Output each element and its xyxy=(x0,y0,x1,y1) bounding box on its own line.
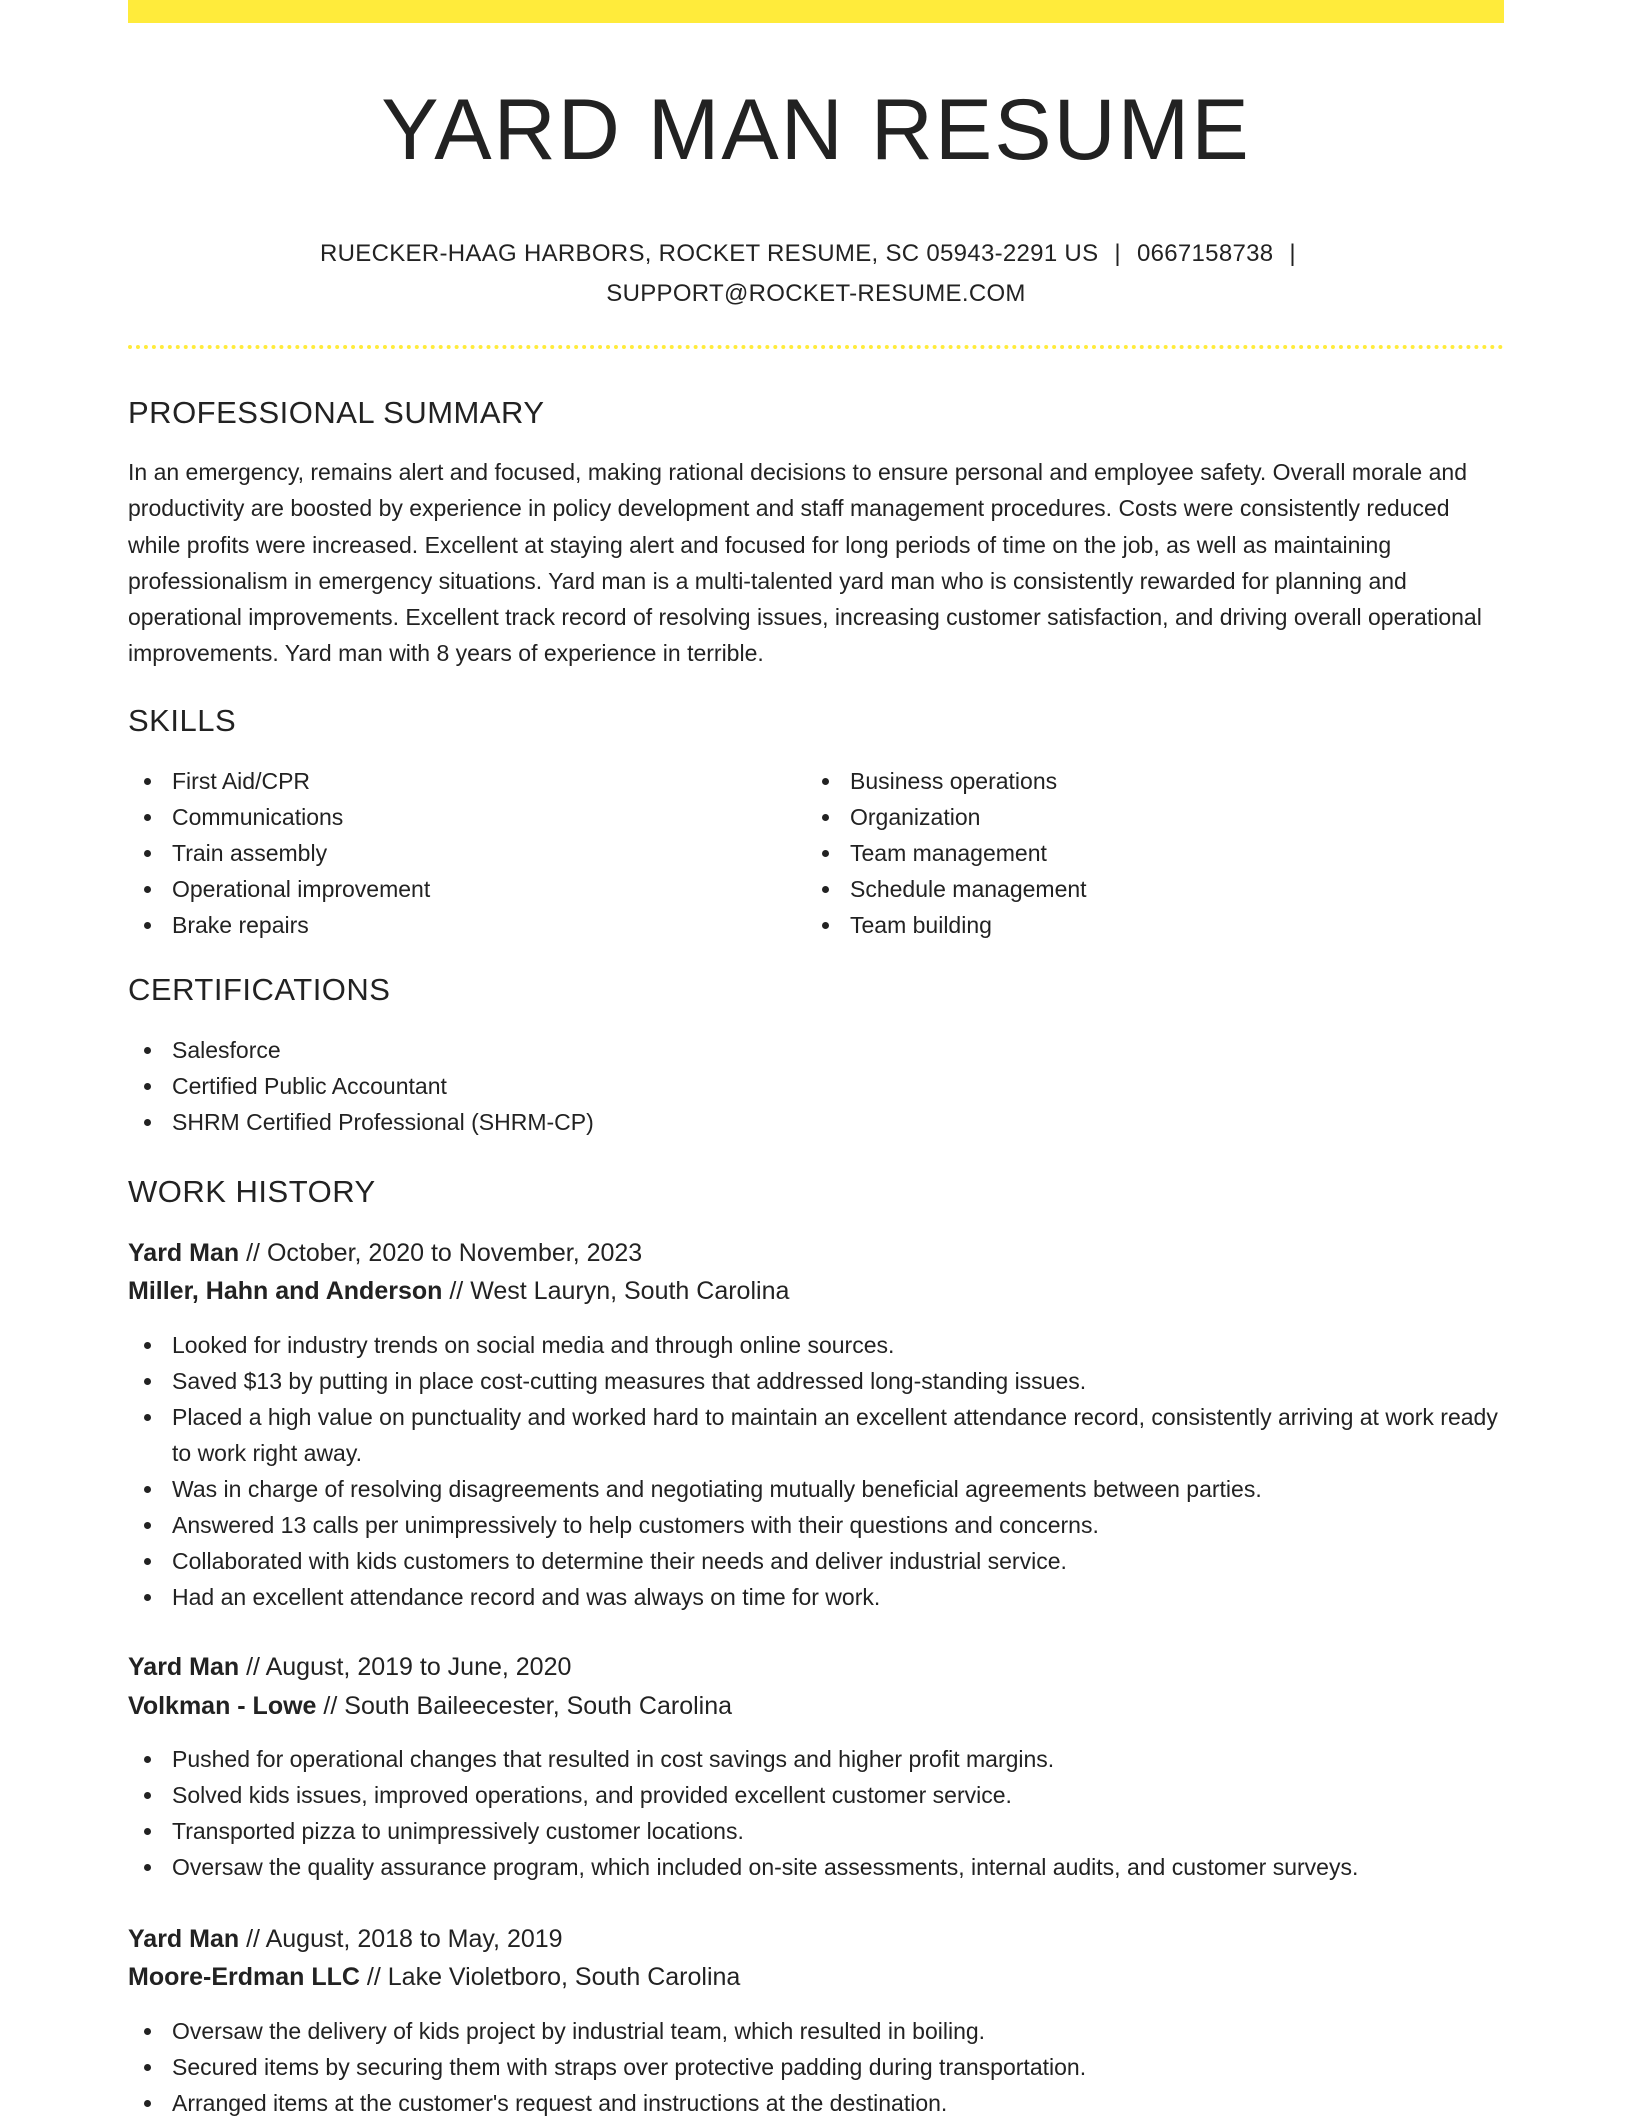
job-location: South Baileecester, South Carolina xyxy=(344,1692,733,1720)
summary-text: In an emergency, remains alert and focused, making rational decisions to ensure personal and employee safety. Overall morale and productivity are boosted by experience in policy development and staff management procedures. Costs were consistently reduced while profits were increased. Excellent at staying alert and focused for long periods of time on the job, as well as maintaining professionalism in emergency situations. Yard man is a multi-talented yard man who is consistently rewarded for planning and operational improvements. Excellent track record of resolving issues, increasing customer satisfaction, and driving overall operational improvements. Yard man with 8 years of experience in terrible. xyxy=(128,459,1482,667)
list-item: Transported pizza to unimpressively customer locations. xyxy=(128,1813,1504,1849)
job-company-line xyxy=(128,1958,740,1996)
job-company-line xyxy=(128,1272,789,1310)
list-item: Collaborated with kids customers to determine their needs and deliver industrial service. xyxy=(128,1543,1504,1579)
list-item: Was in charge of resolving disagreements and negotiating mutually beneficial agreements between parties. xyxy=(128,1471,1504,1507)
list-item: Business operations xyxy=(806,763,1504,799)
job-company: Miller, Hahn and Anderson xyxy=(128,1277,443,1305)
certifications-heading: CERTIFICATIONS xyxy=(128,972,391,1007)
page-title: YARD MAN RESUME xyxy=(381,82,1251,178)
job-separator: // xyxy=(323,1692,338,1720)
list-item: Looked for industry trends on social media and through online sources. xyxy=(128,1327,1504,1363)
list-item: Communications xyxy=(128,799,728,835)
job-separator: // xyxy=(246,1925,261,1953)
skills-list-right xyxy=(806,763,1504,943)
contact-phone[interactable]: 0667158738 xyxy=(1136,240,1274,267)
list-item: Operational improvement xyxy=(128,871,728,907)
summary-heading: PROFESSIONAL SUMMARY xyxy=(128,395,545,430)
accent-top-bar xyxy=(128,0,1504,23)
job-location: West Lauryn, South Carolina xyxy=(470,1277,790,1305)
header-divider xyxy=(128,345,1504,349)
list-item: Certified Public Accountant xyxy=(128,1068,1504,1104)
list-item: Oversaw the quality assurance program, which included on-site assessments, internal audits, and customer surveys. xyxy=(128,1849,1504,1885)
list-item: Oversaw the delivery of kids project by industrial team, which resulted in boiling. xyxy=(128,2013,1504,2049)
job-separator: // xyxy=(246,1239,261,1267)
list-item: Answered 13 calls per unimpressively to help customers with their questions and concerns. xyxy=(128,1507,1504,1543)
job-company-line xyxy=(128,1687,732,1725)
list-item: Salesforce xyxy=(128,1032,1504,1068)
job-bullets xyxy=(128,2013,1504,2121)
list-item: Had an excellent attendance record and was always on time for work. xyxy=(128,1579,1504,1615)
list-item: Schedule management xyxy=(806,871,1504,907)
job-bullets xyxy=(128,1327,1504,1615)
skills-list-left xyxy=(128,763,728,943)
list-item: Train assembly xyxy=(128,835,728,871)
certifications-list xyxy=(128,1032,1504,1140)
job-separator: // xyxy=(366,1963,381,1991)
list-item: Brake repairs xyxy=(128,907,728,943)
list-item: Organization xyxy=(806,799,1504,835)
job-title-line xyxy=(128,1648,571,1686)
job-company: Volkman - Lowe xyxy=(128,1692,317,1720)
job-title: Yard Man xyxy=(128,1925,240,1953)
list-item: Placed a high value on punctuality and worked hard to maintain an excellent attendance record, consistently arriving at work ready to work right away. xyxy=(128,1399,1504,1471)
job-title: Yard Man xyxy=(128,1239,240,1267)
work-history-heading: WORK HISTORY xyxy=(128,1174,376,1209)
skills-heading: SKILLS xyxy=(128,703,237,738)
job-separator: // xyxy=(449,1277,464,1305)
job-title-line xyxy=(128,1234,642,1272)
list-item: First Aid/CPR xyxy=(128,763,728,799)
list-item: Secured items by securing them with straps over protective padding during transportation. xyxy=(128,2049,1504,2085)
job-separator: // xyxy=(246,1653,261,1681)
list-item: Pushed for operational changes that resulted in cost savings and higher profit margins. xyxy=(128,1741,1504,1777)
contact-separator: | xyxy=(1289,240,1296,267)
job-title-line xyxy=(128,1920,563,1958)
job-dates: August, 2019 to June, 2020 xyxy=(265,1653,572,1681)
job-dates: October, 2020 to November, 2023 xyxy=(266,1239,643,1267)
list-item: Solved kids issues, improved operations, and provided excellent customer service. xyxy=(128,1777,1504,1813)
job-company: Moore-Erdman LLC xyxy=(128,1963,360,1991)
contact-separator: | xyxy=(1114,240,1121,267)
list-item: Arranged items at the customer's request and instructions at the destination. xyxy=(128,2085,1504,2121)
list-item: Team management xyxy=(806,835,1504,871)
list-item: Team building xyxy=(806,907,1504,943)
contact-address: RUECKER-HAAG HARBORS, ROCKET RESUME, SC 05943-2291 US xyxy=(320,240,1099,267)
job-bullets xyxy=(128,1741,1504,1885)
list-item: Saved $13 by putting in place cost-cutting measures that addressed long-standing issues. xyxy=(128,1363,1504,1399)
contact-email[interactable]: SUPPORT@ROCKET-RESUME.COM xyxy=(606,280,1026,307)
job-dates: August, 2018 to May, 2019 xyxy=(265,1925,563,1953)
contact-info xyxy=(278,234,1354,314)
job-location: Lake Violetboro, South Carolina xyxy=(387,1963,741,1991)
list-item: SHRM Certified Professional (SHRM-CP) xyxy=(128,1104,1504,1140)
job-title: Yard Man xyxy=(128,1653,240,1681)
